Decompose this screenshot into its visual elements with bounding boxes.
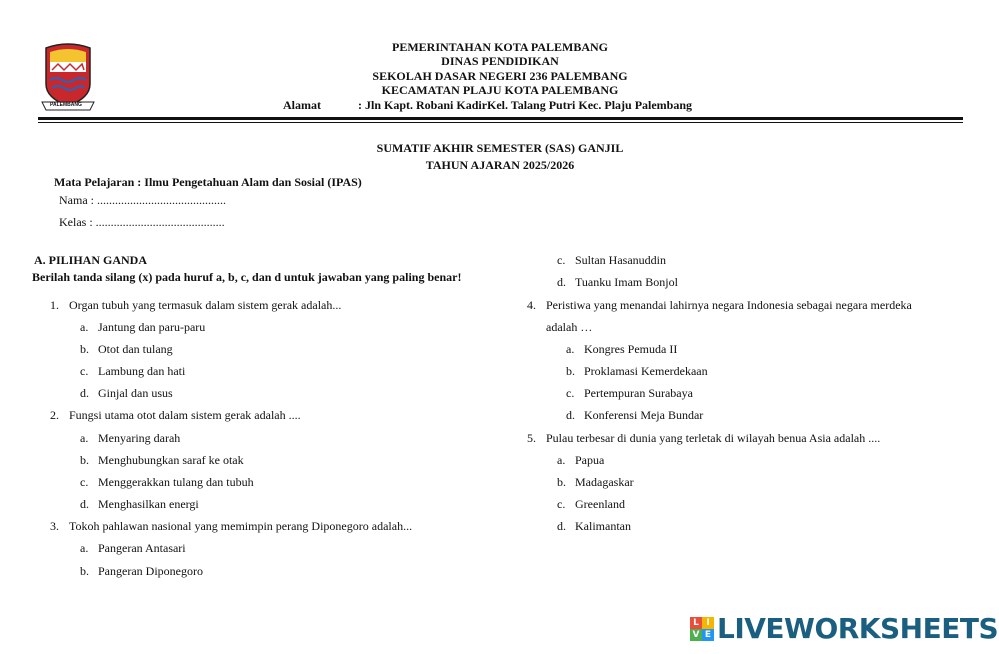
q5-option-a-text: Papua (575, 453, 605, 467)
q2-option-b-text: Menghubungkan saraf ke otak (98, 453, 244, 467)
q4-option-c-text: Pertempuran Surabaya (584, 386, 693, 400)
question-1-number: 1. (50, 298, 59, 312)
q5-option-c-text: Greenland (575, 497, 625, 511)
q1-option-d-letter[interactable]: d. (80, 386, 89, 400)
q4-option-b-text: Proklamasi Kemerdekaan (584, 364, 708, 378)
q2-option-a-letter[interactable]: a. (80, 431, 89, 445)
q2-option-d-letter[interactable]: d. (80, 497, 89, 511)
q4-option-b-letter[interactable]: b. (566, 364, 575, 378)
q1-option-c-text: Lambung dan hati (98, 364, 186, 378)
letterhead-line-2: DINAS PENDIDIKAN (441, 54, 559, 68)
exam-title: SUMATIF AKHIR SEMESTER (SAS) GANJIL (376, 141, 624, 155)
q2-option-c-text: Menggerakkan tulang dan tubuh (98, 475, 254, 489)
letterhead-rule-thin (38, 122, 963, 123)
name-field[interactable]: Nama : ........................................... (59, 193, 226, 207)
q5-option-d-letter[interactable]: d. (557, 519, 566, 533)
q3-option-d-letter[interactable]: d. (557, 275, 566, 289)
q5-option-a-letter[interactable]: a. (557, 453, 566, 467)
live-blocks-icon (690, 617, 714, 641)
letterhead-line-3: SEKOLAH DASAR NEGERI 236 PALEMBANG (372, 69, 628, 83)
address-value: : Jln Kapt. Robani KadirKel. Talang Putri Kec. Plaju Palembang (358, 98, 693, 112)
liveworksheets-wordmark: LIVEWORKSHEETS (717, 612, 999, 645)
live-block-l: L (690, 617, 702, 629)
q3-option-a-letter[interactable]: a. (80, 541, 89, 555)
question-5-text: Pulau terbesar di dunia yang terletak di wilayah benua Asia adalah .... (546, 431, 881, 445)
q2-option-b-letter[interactable]: b. (80, 453, 89, 467)
q4-option-c-letter[interactable]: c. (566, 386, 575, 400)
q2-option-a-text: Menyaring darah (98, 431, 181, 445)
question-3-number: 3. (50, 519, 59, 533)
q1-option-b-text: Otot dan tulang (98, 342, 173, 356)
q3-option-b-text: Pangeran Diponegoro (98, 564, 203, 578)
q4-option-a-letter[interactable]: a. (566, 342, 575, 356)
address-label: Alamat (283, 98, 321, 112)
q1-option-c-letter[interactable]: c. (80, 364, 89, 378)
letterhead-rule-thick (38, 117, 963, 120)
q4-option-d-letter[interactable]: d. (566, 408, 575, 422)
question-2-text: Fungsi utama otot dalam sistem gerak adalah .... (69, 408, 301, 422)
q5-option-d-text: Kalimantan (575, 519, 631, 533)
q1-option-b-letter[interactable]: b. (80, 342, 89, 356)
question-3-text: Tokoh pahlawan nasional yang memimpin perang Diponegoro adalah... (69, 519, 413, 533)
q5-option-b-letter[interactable]: b. (557, 475, 566, 489)
question-2-number: 2. (50, 408, 59, 422)
question-5-number: 5. (527, 431, 536, 445)
q1-option-d-text: Ginjal dan usus (98, 386, 173, 400)
q3-option-d-text: Tuanku Imam Bonjol (575, 275, 678, 289)
exam-year: TAHUN AJARAN 2025/2026 (425, 158, 575, 172)
q3-option-a-text: Pangeran Antasari (98, 541, 186, 555)
question-1-text: Organ tubuh yang termasuk dalam sistem gerak adalah... (69, 298, 342, 312)
live-block-v: V (690, 629, 702, 641)
q4-option-d-text: Konferensi Meja Bundar (584, 408, 704, 422)
subject-line: Mata Pelajaran : Ilmu Pengetahuan Alam dan Sosial (IPAS) (54, 175, 362, 189)
letterhead-line-4: KECAMATAN PLAJU KOTA PALEMBANG (381, 83, 619, 97)
live-block-i: I (702, 617, 714, 629)
liveworksheets-logo (690, 612, 998, 646)
q2-option-d-text: Menghasilkan energi (98, 497, 199, 511)
section-instruction: Berilah tanda silang (x) pada huruf a, b, c, dan d untuk jawaban yang paling benar! (32, 270, 462, 284)
question-4-number: 4. (527, 298, 536, 312)
q2-option-c-letter[interactable]: c. (80, 475, 89, 489)
q3-option-b-letter[interactable]: b. (80, 564, 89, 578)
question-4-text-continued: adalah … (546, 320, 593, 334)
letterhead-line-1: PEMERINTAHAN KOTA PALEMBANG (391, 40, 608, 54)
q5-option-b-text: Madagaskar (575, 475, 634, 489)
logo-banner-text: PALEMBANG (50, 102, 82, 108)
class-field[interactable]: Kelas : ........................................... (59, 215, 225, 229)
q5-option-c-letter[interactable]: c. (557, 497, 566, 511)
q3-option-c-letter[interactable]: c. (557, 253, 566, 267)
question-4-text: Peristiwa yang menandai lahirnya negara Indonesia sebagai negara merdeka (546, 298, 912, 312)
q1-option-a-text: Jantung dan paru-paru (98, 320, 206, 334)
section-title: A. PILIHAN GANDA (34, 253, 148, 267)
city-emblem-logo (38, 40, 98, 112)
q4-option-a-text: Kongres Pemuda II (584, 342, 678, 356)
live-block-e: E (702, 629, 714, 641)
q3-option-c-text: Sultan Hasanuddin (575, 253, 666, 267)
q1-option-a-letter[interactable]: a. (80, 320, 89, 334)
